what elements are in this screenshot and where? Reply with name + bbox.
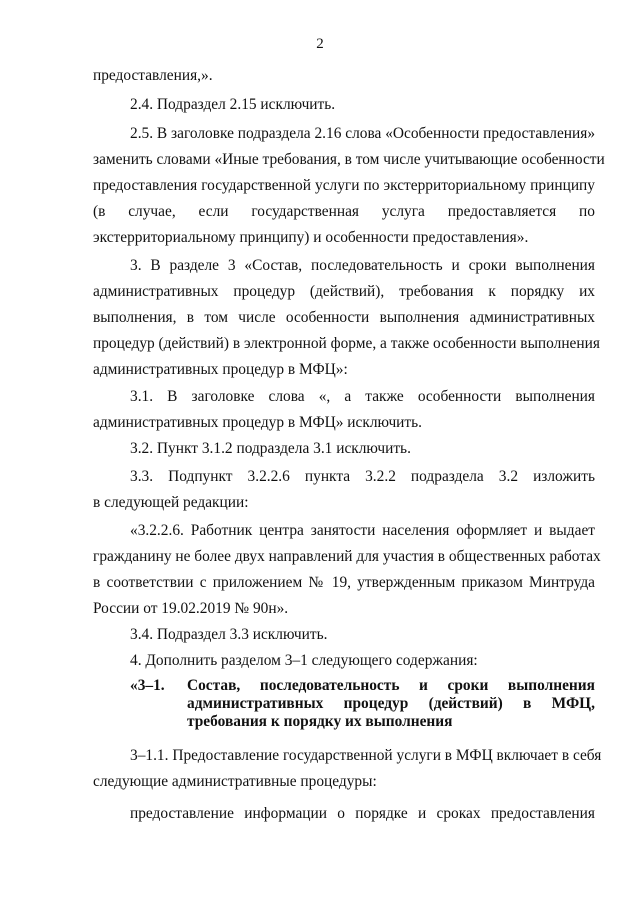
text-line: 3.1. В заголовке слова «, а также особенности выполнения (130, 388, 595, 405)
section-heading-line: Состав, последовательность и сроки выполнения (187, 677, 595, 694)
text-line: предоставление информации о порядке и сроках предоставления (130, 805, 595, 822)
text-line: «3.2.2.6. Работник центра занятости населения оформляет и выдает (130, 522, 595, 539)
text-line: 3.3. Подпункт 3.2.2.6 пункта 3.2.2 подраздела 3.2 изложить (130, 468, 595, 485)
text-line: 2.4. Подраздел 2.15 исключить. (130, 96, 336, 113)
page-number: 2 (316, 36, 324, 52)
text-line: административных процедур (действий), требования к порядку их (93, 283, 595, 300)
text-line: 4. Дополнить разделом 3–1 следующего содержания: (130, 652, 478, 669)
text-line: (в случае, если государственная услуга предоставляется по (93, 203, 595, 220)
text-line: административных процедур в МФЦ» исключить. (93, 414, 423, 431)
text-line: гражданину не более двух направлений для участия в общественных работах (93, 548, 601, 565)
text-line: 3.4. Подраздел 3.3 исключить. (130, 626, 328, 643)
text-line: в соответствии с приложением № 19, утвержденным приказом Минтруда (93, 574, 595, 591)
text-line: 3–1.1. Предоставление государственной услуги в МФЦ включает в себя (130, 747, 602, 764)
text-line: 3. В разделе 3 «Состав, последовательность и сроки выполнения (130, 257, 595, 274)
text-line: в следующей редакции: (93, 494, 249, 511)
section-heading-line: административных процедур (действий) в МФЦ, (187, 695, 595, 712)
text-line: предоставления,». (93, 67, 213, 84)
text-line: следующие административные процедуры: (93, 773, 377, 790)
text-line: процедур (действий) в электронной форме, а также особенности выполнения (93, 335, 600, 352)
text-line: экстерриториальному принципу) и особенности предоставления». (93, 229, 529, 246)
section-heading-line: требования к порядку их выполнения (187, 713, 453, 730)
text-line: административных процедур в МФЦ»: (93, 361, 348, 378)
section-heading-number: «3–1. (130, 677, 165, 694)
text-line: выполнения, в том числе особенности выполнения административных (93, 309, 595, 326)
text-line: заменить словами «Иные требования, в том числе учитывающие особенности (93, 151, 605, 168)
text-line: предоставления государственной услуги по экстерриториальному принципу (93, 177, 595, 194)
text-line: 2.5. В заголовке подраздела 2.16 слова «Особенности предоставления» (130, 125, 596, 142)
text-line: России от 19.02.2019 № 90н». (93, 600, 289, 617)
text-line: 3.2. Пункт 3.1.2 подраздела 3.1 исключить. (130, 440, 411, 457)
